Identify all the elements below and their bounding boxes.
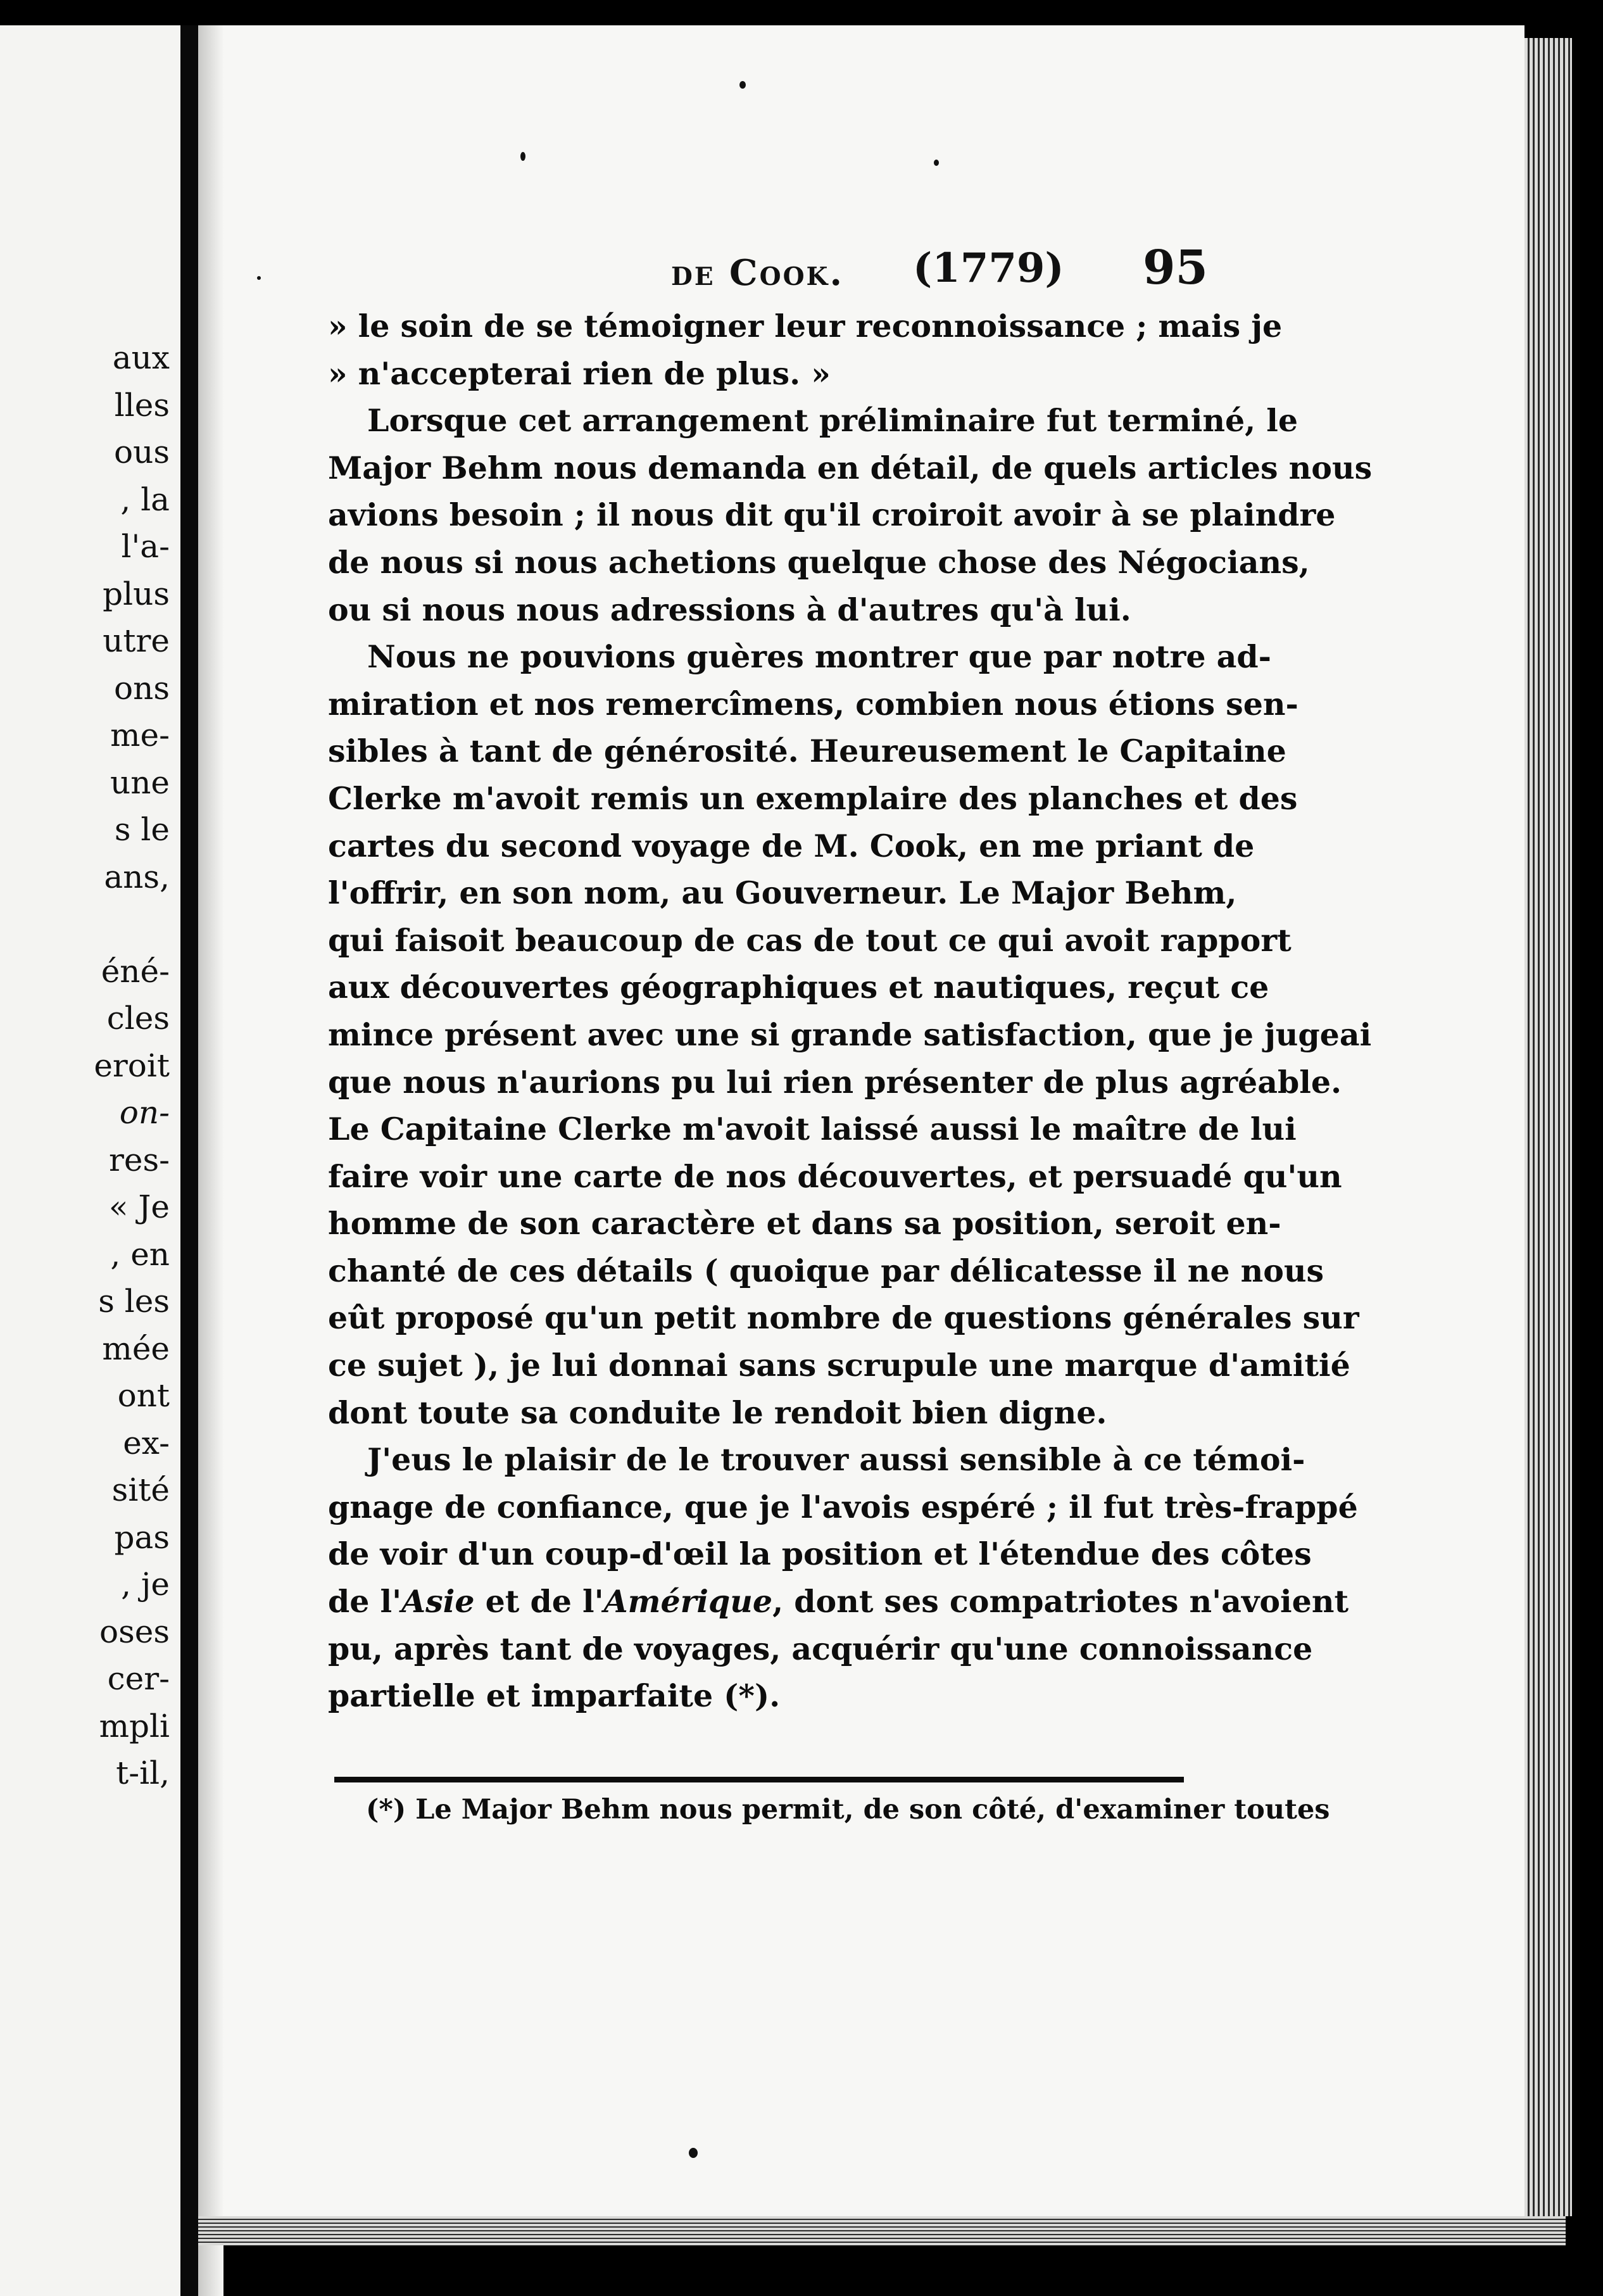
place-name-asie: Asie [401, 1583, 475, 1620]
text-line: miration et nos remercîmens, combien nous étions sen- [328, 685, 1298, 722]
previous-page-word: ans, [104, 858, 170, 895]
running-head-title: de Cook. [671, 252, 844, 294]
footnote: (*) Le Major Behm nous permit, de son côté, d'examiner toutes [366, 1794, 1330, 1826]
previous-page-word [0, 900, 170, 948]
text-line: de voir d'un coup-d'œil la position et l'étendue des côtes [328, 1536, 1312, 1573]
place-name-amerique: Amérique [603, 1583, 773, 1620]
text-line: gnage de confiance, que je l'avois espéré ; il fut très-frappé [328, 1488, 1358, 1525]
text-line: qui faisoit beaucoup de cas de tout ce qui avoit rapport [328, 921, 1292, 959]
previous-page-word: sité [111, 1472, 170, 1508]
previous-page-word: , je [121, 1566, 170, 1603]
text-fragment: , [772, 1583, 784, 1620]
text-line: Clerke m'avoit remis un exemplaire des planches et des [328, 779, 1298, 817]
scan-speck [520, 152, 525, 161]
previous-page-word: cer- [107, 1660, 170, 1697]
previous-page-word: l'a- [121, 528, 170, 565]
previous-page-word: s le [114, 811, 170, 848]
previous-page-word: ous [114, 434, 170, 470]
text-line: l'offrir, en son nom, au Gouverneur. Le Major Behm, [328, 874, 1237, 912]
previous-page-line-ends [0, 334, 170, 1797]
paragraph-start: J'eus le plaisir de le trouver aussi sensible à ce témoi- [367, 1441, 1305, 1479]
book-gutter [180, 25, 198, 2296]
gutter-shadow [198, 25, 223, 2296]
previous-page-word: mée [102, 1330, 170, 1367]
previous-page-word: utre [103, 622, 170, 659]
page-number: 95 [1143, 241, 1208, 295]
scan-speck [739, 81, 746, 89]
previous-page-word: « Je [108, 1189, 170, 1225]
previous-page-word: ex- [123, 1424, 170, 1461]
previous-page-word: pas [114, 1518, 170, 1556]
previous-page-word: aux [112, 339, 170, 376]
text-line: » le soin de se témoigner leur reconnoissance ; mais je [328, 308, 1283, 344]
text-fragment: de l' [328, 1583, 402, 1620]
previous-page-word: mpli [99, 1707, 170, 1744]
previous-page-word: me- [110, 717, 170, 754]
footnote-rule [334, 1777, 1184, 1782]
text-line: partielle et imparfaite (*). [328, 1677, 781, 1715]
previous-page-fragment [0, 25, 180, 2296]
text-line: homme de son caractère et dans sa position, seroit en- [328, 1205, 1281, 1242]
previous-page-word: éné- [101, 952, 170, 990]
paragraph-start: Nous ne pouvions guères montrer que par notre ad- [367, 638, 1271, 676]
text-line: avions besoin ; il nous dit qu'il croiroit avoir à se plaindre [328, 496, 1336, 534]
previous-page-word: oses [99, 1613, 170, 1650]
previous-page-word: une [110, 764, 170, 801]
text-line: Major Behm nous demanda en détail, de quels articles nous [328, 449, 1373, 486]
text-line: ou si nous nous adressions à d'autres qu'à lui. [328, 591, 1131, 628]
text-line: cartes du second voyage de M. Cook, en me priant de [328, 827, 1255, 864]
scan-speck [689, 2148, 698, 2158]
previous-page-word: ont [117, 1377, 170, 1414]
previous-page-word: , en [110, 1235, 170, 1273]
text-line: eût proposé qu'un petit nombre de questions générales sur [328, 1299, 1359, 1337]
paragraph-start: Lorsque cet arrangement préliminaire fut terminé, le [367, 402, 1298, 439]
text-line-mixed [328, 1578, 1349, 1625]
text-line: pu, après tant de voyages, acquérir qu'une connoissance [328, 1630, 1313, 1667]
running-head-year: (1779) [913, 244, 1064, 292]
previous-page-word: cles [106, 1000, 170, 1037]
page-bottom-edge [198, 2216, 1566, 2245]
page-edges [1524, 38, 1572, 2216]
previous-page-word: s les [98, 1283, 170, 1320]
scan-speck [257, 276, 261, 280]
text-line: de nous si nous achetions quelque chose des Négocians, [328, 543, 1310, 581]
text-fragment: dont ses compatriotes n'avoient [794, 1583, 1349, 1620]
text-line: dont toute sa conduite le rendoit bien digne. [328, 1394, 1107, 1431]
previous-page-word: t-il, [116, 1755, 170, 1791]
previous-page-word: plus [103, 575, 170, 612]
text-line: chanté de ces détails ( quoique par délicatesse il ne nous [328, 1252, 1324, 1289]
body-text [328, 303, 1373, 1720]
text-line: que nous n'aurions pu lui rien présenter de plus agréable. [328, 1063, 1342, 1101]
previous-page-word: lles [114, 386, 170, 424]
text-line: aux découvertes géographiques et nautiques, reçut ce [328, 969, 1269, 1006]
text-line: sibles à tant de générosité. Heureusement le Capitaine [328, 733, 1286, 770]
text-fragment: et de l' [474, 1583, 604, 1620]
previous-page-word: eroit [94, 1047, 170, 1084]
text-line: » n'accepterai rien de plus. » [328, 355, 831, 392]
previous-page-word: res- [108, 1141, 170, 1178]
previous-page-word: , la [120, 481, 170, 518]
scan-speck [934, 160, 939, 166]
text-line: mince présent avec une si grande satisfaction, que je jugeai [328, 1016, 1372, 1053]
previous-page-word: on- [119, 1094, 170, 1131]
previous-page-word: ons [114, 669, 170, 707]
text-line: ce sujet ), je lui donnai sans scrupule une marque d'amitié [328, 1347, 1350, 1384]
text-line: Le Capitaine Clerke m'avoit laissé aussi le maître de lui [328, 1111, 1297, 1148]
text-line: faire voir une carte de nos découvertes, et persuadé qu'un [328, 1157, 1342, 1195]
